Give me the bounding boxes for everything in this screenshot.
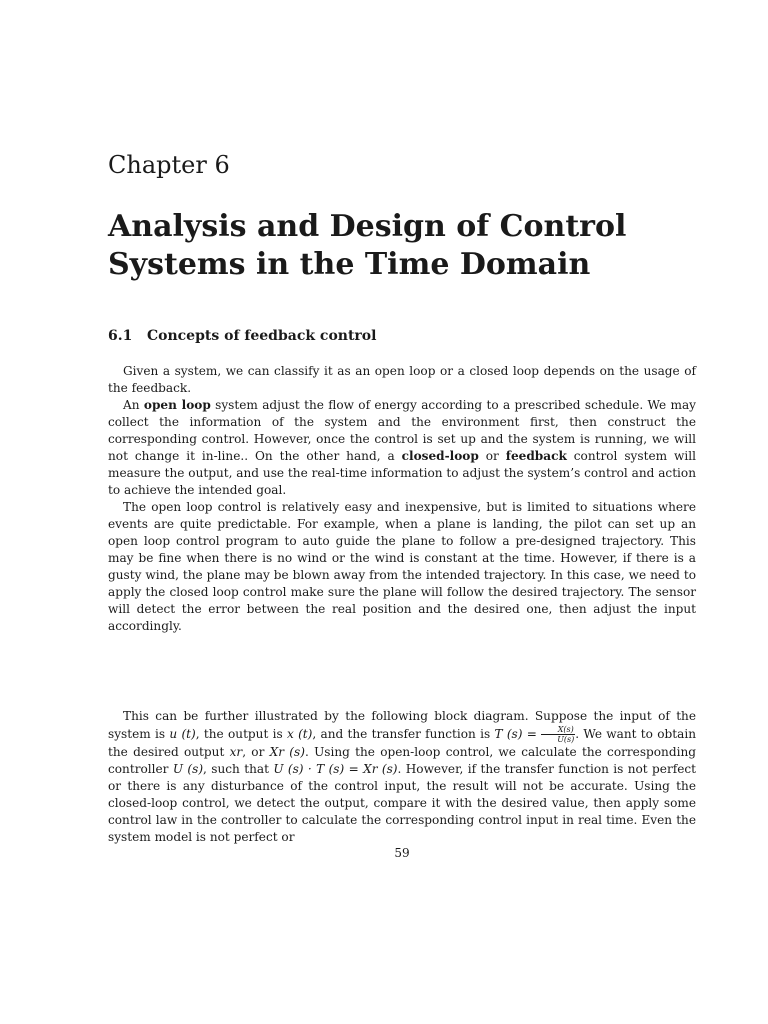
term-feedback: feedback — [505, 449, 567, 463]
paragraph-3: The open loop control is relatively easy and inexpensive, but is limited to situations where events are quite predictable. For example, when a plane is landing, the pilot can set up an open loop control program to auto guide the plane to follow a pre-designed trajectory. This may be fine when there is no wind or the wind is constant at the time. However, if there is a gusty wind, the plane may be blown away from the intended trajectory. In this case, we need to apply the closed loop control make sure the plane will follow the desired trajectory. The sensor will detect the error between the real position and the desired one, then adjust the input accordingly. — [108, 500, 696, 633]
math-transfer-function: T (s) = — [494, 727, 542, 741]
math-output: x (t) — [286, 727, 313, 741]
paragraph-2 — [108, 397, 696, 499]
math-desired-output-laplace: Xr (s) — [269, 745, 305, 759]
paragraph-2-text: or — [478, 449, 506, 463]
chapter-title-line-2: Systems in the Time Domain — [108, 247, 591, 282]
term-open-loop: open loop — [143, 398, 211, 412]
paragraph-4-text: . However, if the transfer function is not perfect or there is any disturbance of the control input, the result will not be accurate. Using the closed-loop control, we detect the output, compare it with the desired value, then apply some control law in the controller to calculate the corresponding control input in real time. Even the system model is not perfect or — [108, 762, 696, 844]
chapter-label: Chapter 6 — [108, 151, 230, 179]
paragraph-4-text: , or — [242, 745, 270, 759]
section-number: 6.1 — [108, 328, 133, 344]
paragraph-4 — [108, 708, 696, 846]
math-fraction — [541, 725, 575, 744]
math-equation: U (s) · T (s) = Xr (s) — [273, 762, 398, 776]
body-text-block — [108, 363, 696, 635]
paragraph-2-text: An — [123, 398, 144, 412]
paragraph-4-text: , such that — [203, 762, 274, 776]
paragraph-4-text: . We want to obtain the desired output — [108, 727, 696, 759]
math-controller: U (s) — [172, 762, 204, 776]
math-input: u (t) — [169, 727, 196, 741]
section-heading — [108, 328, 376, 344]
fraction-numerator: X(s) — [541, 725, 575, 735]
fraction-denominator: U(s) — [557, 735, 575, 744]
paragraph-4-text: . Using the open-loop control, we calculate the corresponding controller — [108, 745, 696, 776]
chapter-title-line-1: Analysis and Design of Control — [108, 209, 627, 244]
paragraph-4-text: This can be further illustrated by the following block diagram. Suppose the input of the system is — [108, 709, 696, 741]
chapter-title — [108, 208, 696, 284]
term-closed-loop: closed-loop — [401, 449, 479, 463]
section-title: Concepts of feedback control — [147, 328, 377, 344]
paragraph-4-text: , and the transfer function is — [312, 727, 495, 741]
paragraph-2-text: control system will measure the output, and use the real-time information to adjust the system’s control and action to achieve the intended goal. — [108, 449, 696, 497]
paragraph-1: Given a system, we can classify it as an open loop or a closed loop depends on the usage of the feedback. — [108, 364, 696, 395]
math-desired-output: xr — [229, 745, 243, 759]
page-number: 59 — [394, 846, 410, 860]
paragraph-4-text: , the output is — [195, 727, 287, 741]
paragraph-2-text: system adjust the flow of energy according to a prescribed schedule. We may collect the information of the system and the environment first, then construct the corresponding control. However, once the control is set up and the system is running, we will not change it in-line.. On the other hand, a — [108, 398, 696, 463]
body-text-block-continued — [108, 708, 696, 846]
